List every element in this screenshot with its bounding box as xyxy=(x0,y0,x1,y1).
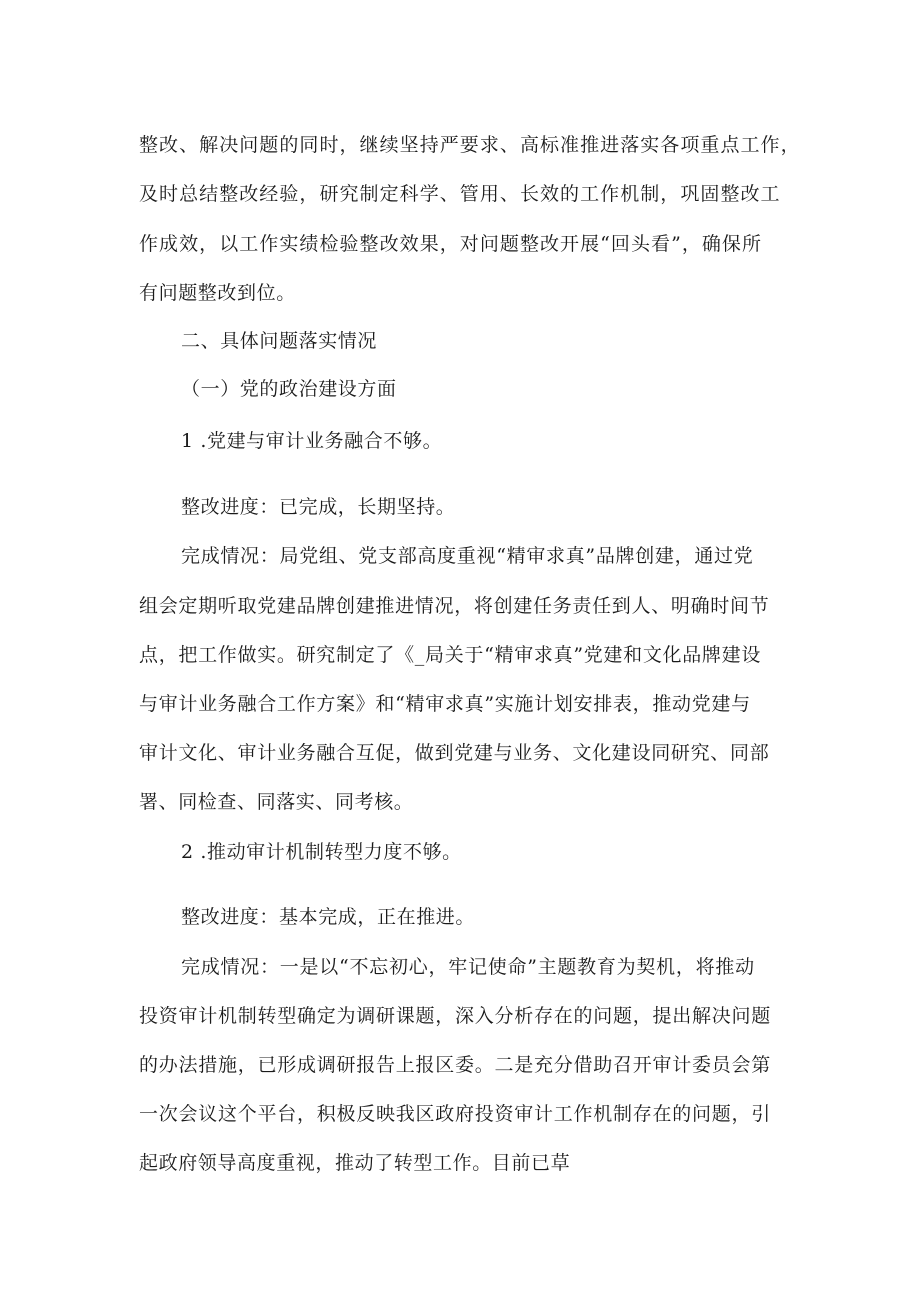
item-2-completion-line: 完成情况：一是以“不忘初心，牢记使命”主题教育为契机，将推动 xyxy=(181,956,755,978)
section-heading: 二、具体问题落实情况 xyxy=(181,330,378,352)
item-1-completion-line: 点，把工作做实。研究制定了《_局关于“精审求真”党建和文化品牌建设 xyxy=(139,644,762,666)
item-1-completion-line: 署、同检查、同落实、同考核。 xyxy=(139,791,414,813)
item-1-progress: 整改进度：已完成，长期坚持。 xyxy=(181,496,456,518)
item-2-completion-line: 投资审计机制转型确定为调研课题，深入分析存在的问题，提出解决问题 xyxy=(139,1005,772,1027)
paragraph-line: 整改、解决问题的同时，继续坚持严要求、高标准推进落实各项重点工作， xyxy=(139,134,801,156)
item-2-progress: 整改进度：基本完成，正在推进。 xyxy=(181,906,476,928)
paragraph-line: 有问题整改到位。 xyxy=(139,282,296,304)
item-1-completion-line: 与审计业务融合工作方案》和“精审求真”实施计划安排表，推动党建与 xyxy=(139,693,751,715)
item-1-completion-line: 审计文化、审计业务融合互促，做到党建与业务、文化建设同研究、同部 xyxy=(139,742,770,764)
item-2-completion-line: 的办法措施，已形成调研报告上报区委。二是充分借助召开审计委员会第 xyxy=(139,1054,772,1076)
subsection-heading: （一）党的政治建设方面 xyxy=(181,378,397,400)
paragraph-line: 及时总结整改经验，研究制定科学、管用、长效的工作机制，巩固整改工 xyxy=(139,183,781,205)
item-1-completion-line: 完成情况：局党组、党支部高度重视“精审求真”品牌创建，通过党 xyxy=(181,545,754,567)
item-1-title: 1 .党建与审计业务融合不够。 xyxy=(181,430,443,452)
item-2-completion-line: 起政府领导高度重视，推动了转型工作。目前已草 xyxy=(139,1152,571,1174)
item-1-completion-line: 组会定期听取党建品牌创建推进情况，将创建任务责任到人、明确时间节 xyxy=(139,595,770,617)
paragraph-line: 作成效，以工作实绩检验整改效果，对问题整改开展“回头看”，确保所 xyxy=(139,233,763,255)
item-2-title: 2 .推动审计机制转型力度不够。 xyxy=(181,841,462,863)
item-2-completion-line: 一次会议这个平台，积极反映我区政府投资审计工作机制存在的问题，引 xyxy=(139,1103,772,1125)
